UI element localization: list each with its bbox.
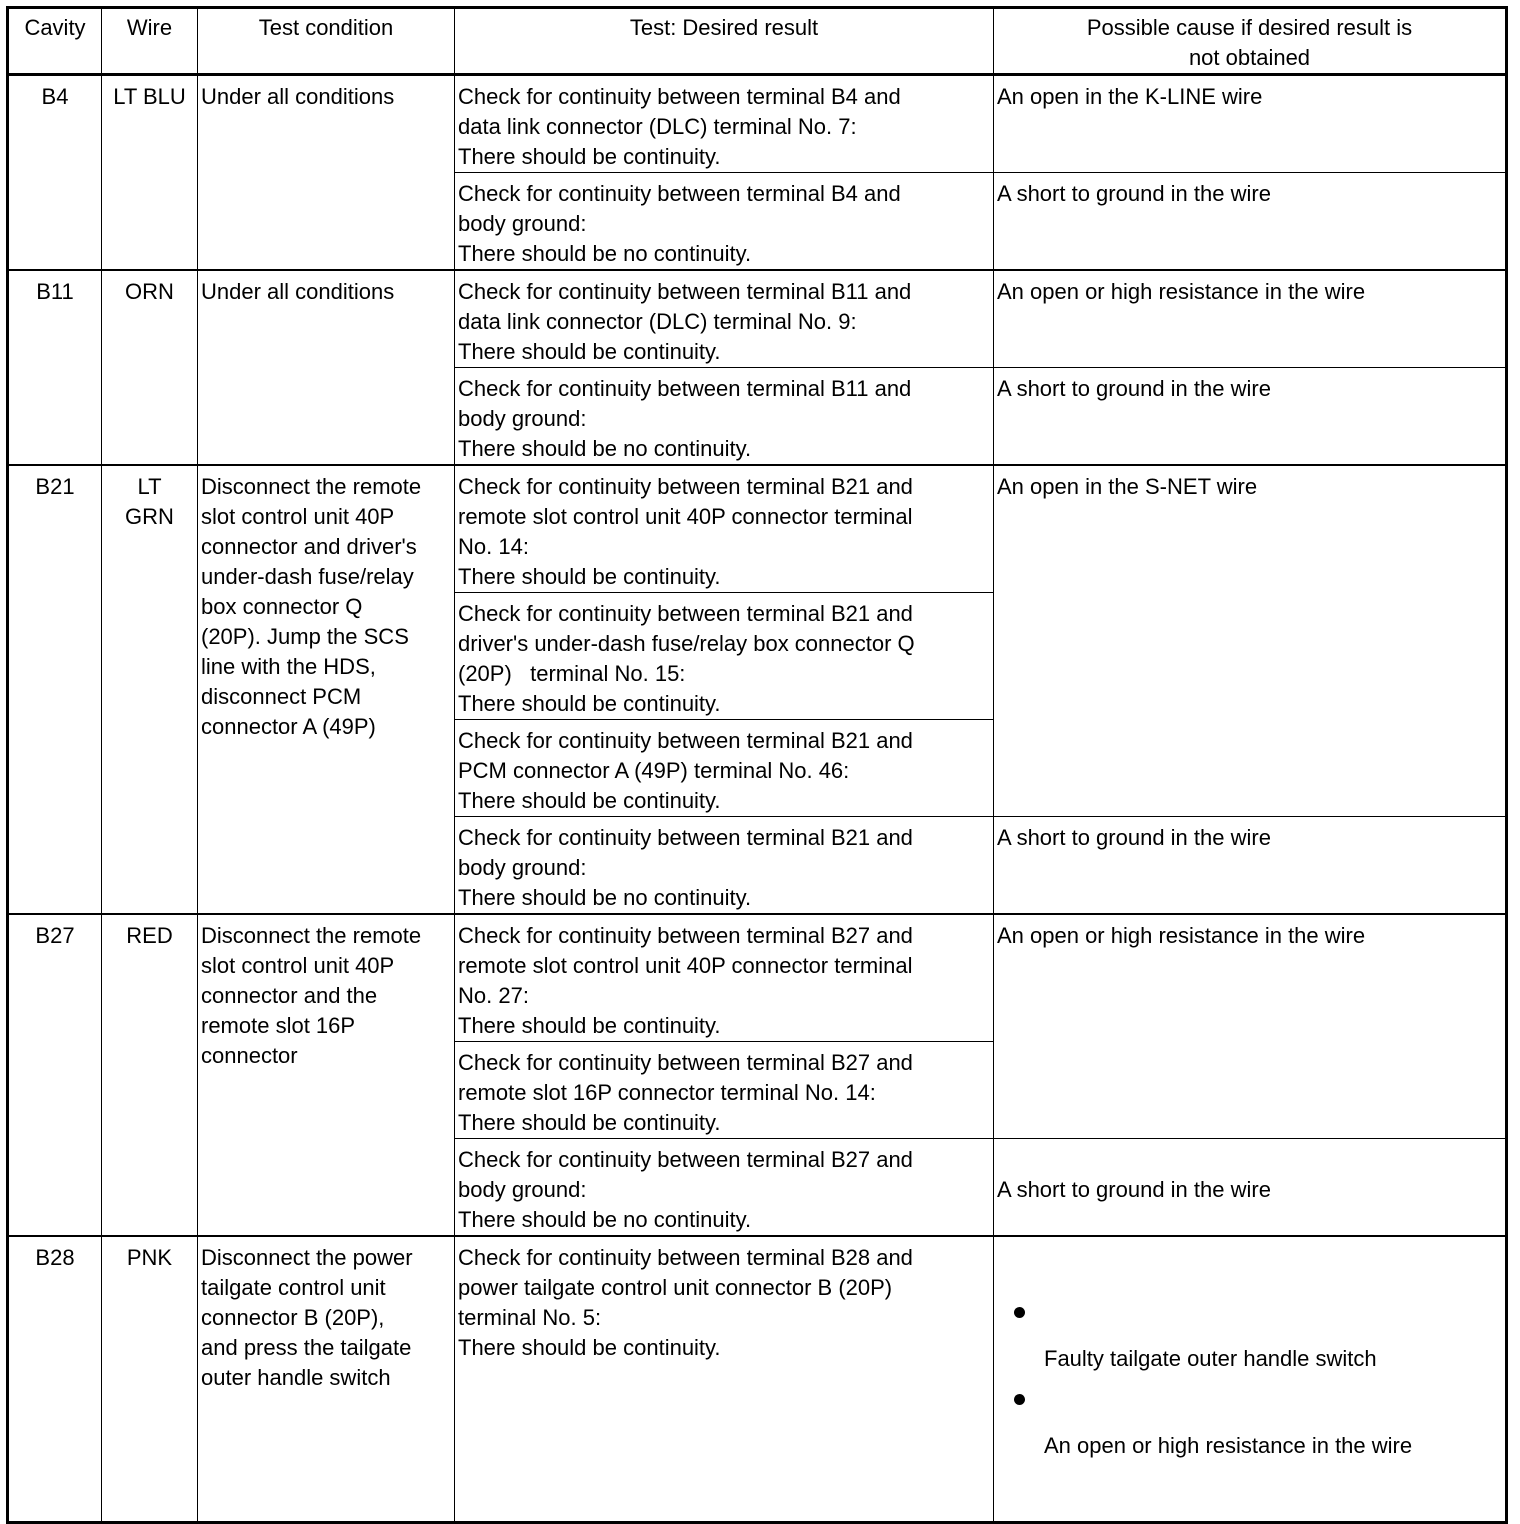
test-cell: Check for continuity between terminal B27 and remote slot control unit 40P connector terminal No. 27: There should be continuity. bbox=[455, 914, 994, 1042]
condition-cell: Under all conditions bbox=[198, 75, 455, 271]
test-cell: Check for continuity between terminal B11 and body ground: There should be no continuity. bbox=[455, 368, 994, 466]
cause-cell bbox=[994, 1236, 1507, 1523]
table-row bbox=[8, 914, 1507, 1042]
cause-cell: An open in the S-NET wire bbox=[994, 465, 1507, 817]
cause-cell: An open or high resistance in the wire bbox=[994, 914, 1507, 1139]
test-cell: Check for continuity between terminal B21 and remote slot control unit 40P connector terminal No. 14: There should be continuity. bbox=[455, 465, 994, 593]
header-row bbox=[8, 8, 1507, 75]
header-test-condition: Test condition bbox=[198, 8, 455, 75]
header-desired-result: Test: Desired result bbox=[455, 8, 994, 75]
wire-cell: PNK bbox=[102, 1236, 198, 1523]
test-cell: Check for continuity between terminal B4 and body ground: There should be no continuity. bbox=[455, 173, 994, 271]
cavity-cell: B27 bbox=[8, 914, 102, 1236]
condition-cell: Under all conditions bbox=[198, 270, 455, 465]
test-cell: Check for continuity between terminal B21 and PCM connector A (49P) terminal No. 46: There should be continuity. bbox=[455, 720, 994, 817]
cause-cell: A short to ground in the wire bbox=[994, 1139, 1507, 1237]
header-wire: Wire bbox=[102, 8, 198, 75]
bullet-icon bbox=[1014, 1307, 1025, 1318]
cause-bullet-list bbox=[1014, 1307, 1505, 1461]
condition-cell: Disconnect the remote slot control unit 40P connector and the remote slot 16P connector bbox=[198, 914, 455, 1236]
wire-cell: ORN bbox=[102, 270, 198, 465]
cause-cell: An open in the K-LINE wire bbox=[994, 75, 1507, 173]
test-cell: Check for continuity between terminal B21 and driver's under-dash fuse/relay box connector Q (20P) terminal No. 15: There should be continuity. bbox=[455, 593, 994, 720]
cause-bullet-text: Faulty tailgate outer handle switch bbox=[1044, 1346, 1377, 1371]
wire-cell: LT BLU bbox=[102, 75, 198, 271]
wire-cell: RED bbox=[102, 914, 198, 1236]
test-cell: Check for continuity between terminal B27 and remote slot 16P connector terminal No. 14: There should be continuity. bbox=[455, 1042, 994, 1139]
test-cell: Check for continuity between terminal B11 and data link connector (DLC) terminal No. 9: There should be continuity. bbox=[455, 270, 994, 368]
table-row bbox=[8, 1236, 1507, 1523]
test-cell: Check for continuity between terminal B4 and data link connector (DLC) terminal No. 7: There should be continuity. bbox=[455, 75, 994, 173]
cavity-cell: B4 bbox=[8, 75, 102, 271]
test-cell: Check for continuity between terminal B28 and power tailgate control unit connector B (20P) terminal No. 5: There should be continuity. bbox=[455, 1236, 994, 1523]
cavity-cell: B28 bbox=[8, 1236, 102, 1523]
cause-cell: A short to ground in the wire bbox=[994, 368, 1507, 466]
cavity-cell: B21 bbox=[8, 465, 102, 914]
cause-cell: A short to ground in the wire bbox=[994, 817, 1507, 915]
table-row bbox=[8, 75, 1507, 173]
header-cavity: Cavity bbox=[8, 8, 102, 75]
test-cell: Check for continuity between terminal B21 and body ground: There should be no continuity. bbox=[455, 817, 994, 915]
table-row bbox=[8, 465, 1507, 593]
cause-cell: A short to ground in the wire bbox=[994, 173, 1507, 271]
condition-cell: Disconnect the remote slot control unit 40P connector and driver's under-dash fuse/relay box connector Q (20P). Jump the SCS line with the HDS, disconnect PCM connector A (49P) bbox=[198, 465, 455, 914]
cause-cell: An open or high resistance in the wire bbox=[994, 270, 1507, 368]
cause-bullet-text: An open or high resistance in the wire bbox=[1044, 1433, 1413, 1458]
cavity-cell: B11 bbox=[8, 270, 102, 465]
test-cell: Check for continuity between terminal B27 and body ground: There should be no continuity. bbox=[455, 1139, 994, 1237]
troubleshooting-table bbox=[6, 6, 1508, 1524]
wire-cell: LT GRN bbox=[102, 465, 198, 914]
bullet-icon bbox=[1014, 1394, 1025, 1405]
condition-cell: Disconnect the power tailgate control unit connector B (20P), and press the tailgate outer handle switch bbox=[198, 1236, 455, 1523]
table-row bbox=[8, 270, 1507, 368]
header-possible-cause: Possible cause if desired result is not obtained bbox=[994, 8, 1507, 75]
